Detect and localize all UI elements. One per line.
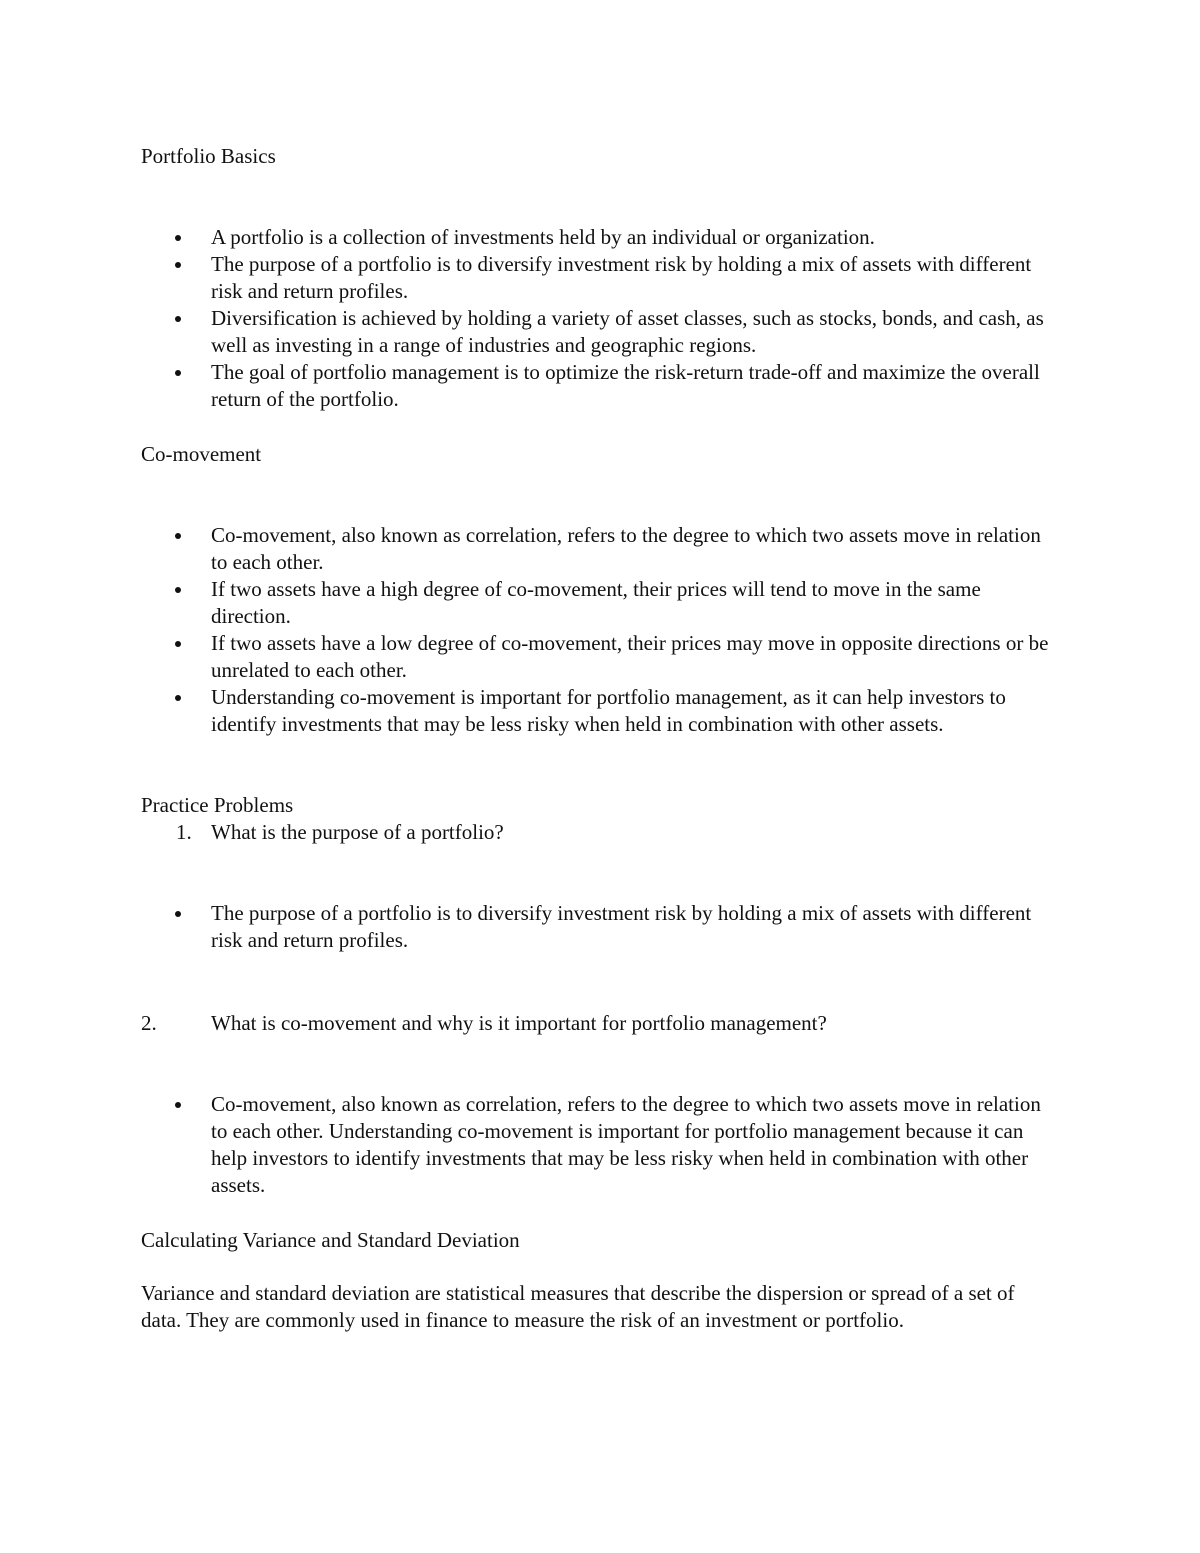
bullet-text: A portfolio is a collection of investments held by an individual or organization. bbox=[211, 225, 875, 249]
answer-text: The purpose of a portfolio is to diversify investment risk by holding a mix of assets with different risk and return profiles. bbox=[211, 901, 1032, 952]
bullet-text: If two assets have a low degree of co-movement, their prices may move in opposite directions or be unrelated to each other. bbox=[211, 631, 1049, 682]
bullet-icon bbox=[175, 587, 181, 593]
list-item bbox=[141, 522, 1061, 576]
variance-paragraph: Variance and standard deviation are statistical measures that describe the dispersion or spread of a set of data. They are commonly used in finance to measure the risk of an investment or portfolio. bbox=[141, 1281, 1015, 1332]
heading-co-movement: Co-movement bbox=[141, 442, 262, 466]
list-item bbox=[141, 576, 1061, 630]
question-number: 2. bbox=[141, 1011, 157, 1035]
bullet-text: If two assets have a high degree of co-movement, their prices will tend to move in the same direction. bbox=[211, 577, 981, 628]
question-text: What is the purpose of a portfolio? bbox=[211, 820, 504, 844]
bullet-icon bbox=[175, 262, 181, 268]
portfolio-basics-list bbox=[141, 224, 1061, 413]
bullet-icon bbox=[175, 316, 181, 322]
bullet-icon bbox=[175, 235, 181, 241]
list-item bbox=[141, 359, 1061, 413]
question-text: What is co-movement and why is it important for portfolio management? bbox=[211, 1011, 827, 1035]
list-item bbox=[141, 1091, 1061, 1199]
bullet-icon bbox=[175, 1102, 181, 1108]
list-item bbox=[141, 251, 1061, 305]
bullet-icon bbox=[175, 911, 181, 917]
bullet-text: The goal of portfolio management is to optimize the risk-return trade-off and maximize the overall return of the portfolio. bbox=[211, 360, 1040, 411]
list-item bbox=[141, 305, 1061, 359]
bullet-text: Co-movement, also known as correlation, refers to the degree to which two assets move in relation to each other. bbox=[211, 523, 1041, 574]
answer-2-list bbox=[141, 1091, 1061, 1199]
bullet-icon bbox=[175, 641, 181, 647]
question-number: 1. bbox=[176, 820, 192, 844]
heading-practice-problems: Practice Problems bbox=[141, 793, 294, 817]
answer-text: Co-movement, also known as correlation, refers to the degree to which two assets move in relation to each other. Understanding co-movement is important for portfolio management because it can help investors to identify investments that may be less risky when held in combination with other assets. bbox=[211, 1092, 1041, 1197]
bullet-text: Understanding co-movement is important for portfolio management, as it can help investors to identify investments that may be less risky when held in combination with other assets. bbox=[211, 685, 1006, 736]
list-item bbox=[141, 630, 1061, 684]
bullet-icon bbox=[175, 533, 181, 539]
co-movement-list bbox=[141, 522, 1061, 738]
list-item bbox=[141, 684, 1061, 738]
list-item bbox=[141, 900, 1061, 954]
bullet-icon bbox=[175, 370, 181, 376]
bullet-icon bbox=[175, 695, 181, 701]
bullet-text: Diversification is achieved by holding a variety of asset classes, such as stocks, bonds, and cash, as well as investing in a range of industries and geographic regions. bbox=[211, 306, 1044, 357]
list-item bbox=[141, 224, 1061, 251]
answer-1-list bbox=[141, 900, 1061, 954]
heading-portfolio-basics: Portfolio Basics bbox=[141, 144, 276, 168]
heading-variance: Calculating Variance and Standard Deviation bbox=[141, 1228, 520, 1252]
bullet-text: The purpose of a portfolio is to diversify investment risk by holding a mix of assets with different risk and return profiles. bbox=[211, 252, 1032, 303]
